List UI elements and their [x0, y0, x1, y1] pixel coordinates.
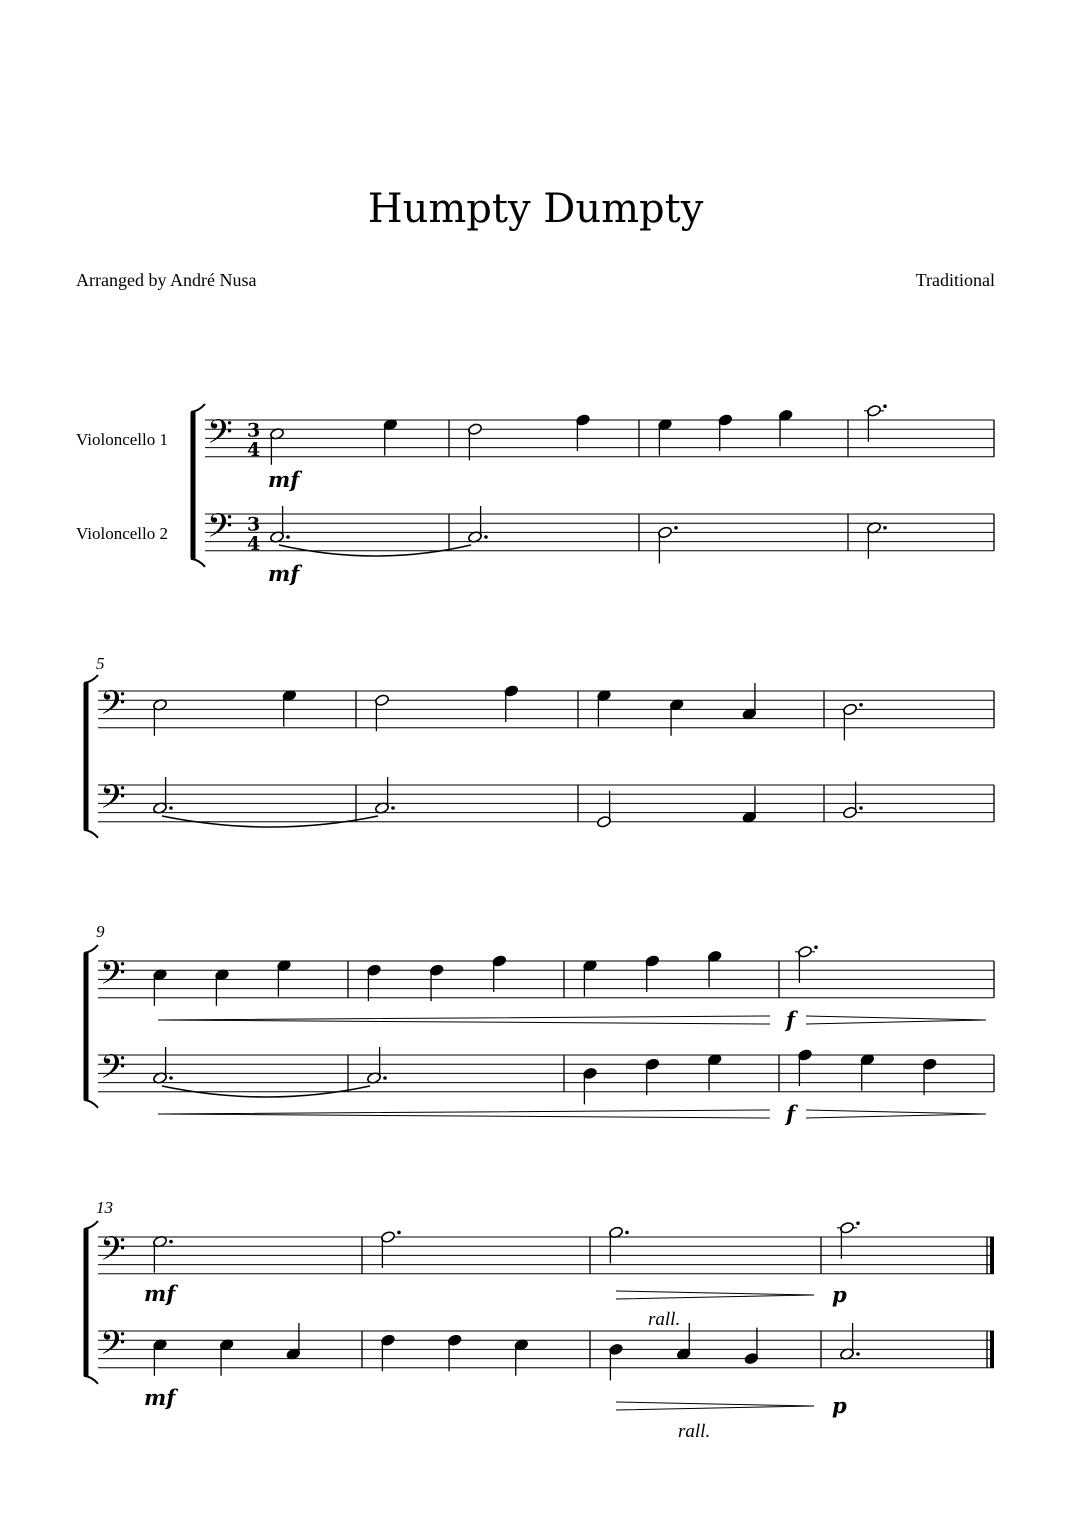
time-signature-numerator: 3	[247, 419, 261, 442]
augmentation-dot	[625, 1231, 629, 1235]
bass-clef-icon: 𝄢	[207, 507, 233, 554]
bracket-hook-bottom	[191, 559, 205, 567]
augmentation-dot	[859, 806, 863, 810]
crescendo-hairpin	[158, 1110, 770, 1118]
dynamic-mark-mf: mf	[144, 1281, 176, 1306]
augmentation-dot	[856, 1352, 860, 1356]
instrument-label-cello-2: Violoncello 2	[76, 524, 168, 543]
bass-clef-icon: 𝄢	[100, 778, 126, 825]
bracket-hook-top	[191, 404, 205, 412]
augmentation-dot	[286, 535, 290, 539]
augmentation-dot	[484, 535, 488, 539]
crescendo-hairpin	[158, 1016, 770, 1024]
augmentation-dot	[883, 404, 887, 408]
composer-credit: Traditional	[915, 270, 995, 290]
dynamic-mark-mf: mf	[144, 1385, 176, 1410]
arranger-credit: Arranged by André Nusa	[76, 270, 257, 290]
bass-clef-icon: 𝄢	[100, 1324, 126, 1371]
time-signature-denominator: 4	[247, 532, 261, 555]
bracket-hook-top	[84, 675, 98, 683]
tempo-mark-rall: rall.	[678, 1421, 711, 1442]
augmentation-dot	[856, 1221, 860, 1225]
augmentation-dot	[883, 526, 887, 530]
score-title: Humpty Dumpty	[367, 186, 704, 232]
augmentation-dot	[391, 806, 395, 810]
bass-clef-icon: 𝄢	[100, 1048, 126, 1095]
augmentation-dot	[674, 526, 678, 530]
dynamic-mark-f: f	[786, 1101, 796, 1126]
augmentation-dot	[169, 1076, 173, 1080]
dynamic-mark-f: f	[786, 1007, 796, 1032]
measure-number-system-4: 13	[96, 1198, 113, 1217]
tempo-mark-rall: rall.	[648, 1309, 681, 1330]
decrescendo-hairpin	[616, 1291, 814, 1299]
bass-clef-icon: 𝄢	[100, 954, 126, 1001]
augmentation-dot	[814, 945, 818, 949]
bracket-hook-bottom	[84, 1100, 98, 1108]
augmentation-dot	[169, 1240, 173, 1244]
time-signature-denominator: 4	[247, 438, 261, 461]
bracket-hook-bottom	[84, 1376, 98, 1384]
decrescendo-hairpin	[806, 1016, 986, 1024]
decrescendo-hairpin	[616, 1402, 814, 1410]
bracket-hook-top	[84, 945, 98, 953]
decrescendo-hairpin	[806, 1110, 986, 1118]
bracket-hook-top	[84, 1221, 98, 1229]
dynamic-mark-p: p	[832, 1282, 847, 1307]
measure-number-system-2: 5	[96, 654, 105, 673]
dynamic-mark-p: p	[832, 1393, 847, 1418]
dynamic-mark-mf: mf	[268, 467, 300, 492]
measure-number-system-3: 9	[96, 922, 105, 941]
augmentation-dot	[859, 703, 863, 707]
dynamic-mark-mf: mf	[268, 561, 300, 586]
augmentation-dot	[169, 806, 173, 810]
bass-clef-icon: 𝄢	[207, 413, 233, 460]
bracket-hook-bottom	[84, 830, 98, 838]
augmentation-dot	[383, 1076, 387, 1080]
augmentation-dot	[397, 1231, 401, 1235]
instrument-label-cello-1: Violoncello 1	[76, 430, 168, 449]
bass-clef-icon: 𝄢	[100, 684, 126, 731]
bass-clef-icon: 𝄢	[100, 1230, 126, 1277]
time-signature-numerator: 3	[247, 513, 261, 536]
